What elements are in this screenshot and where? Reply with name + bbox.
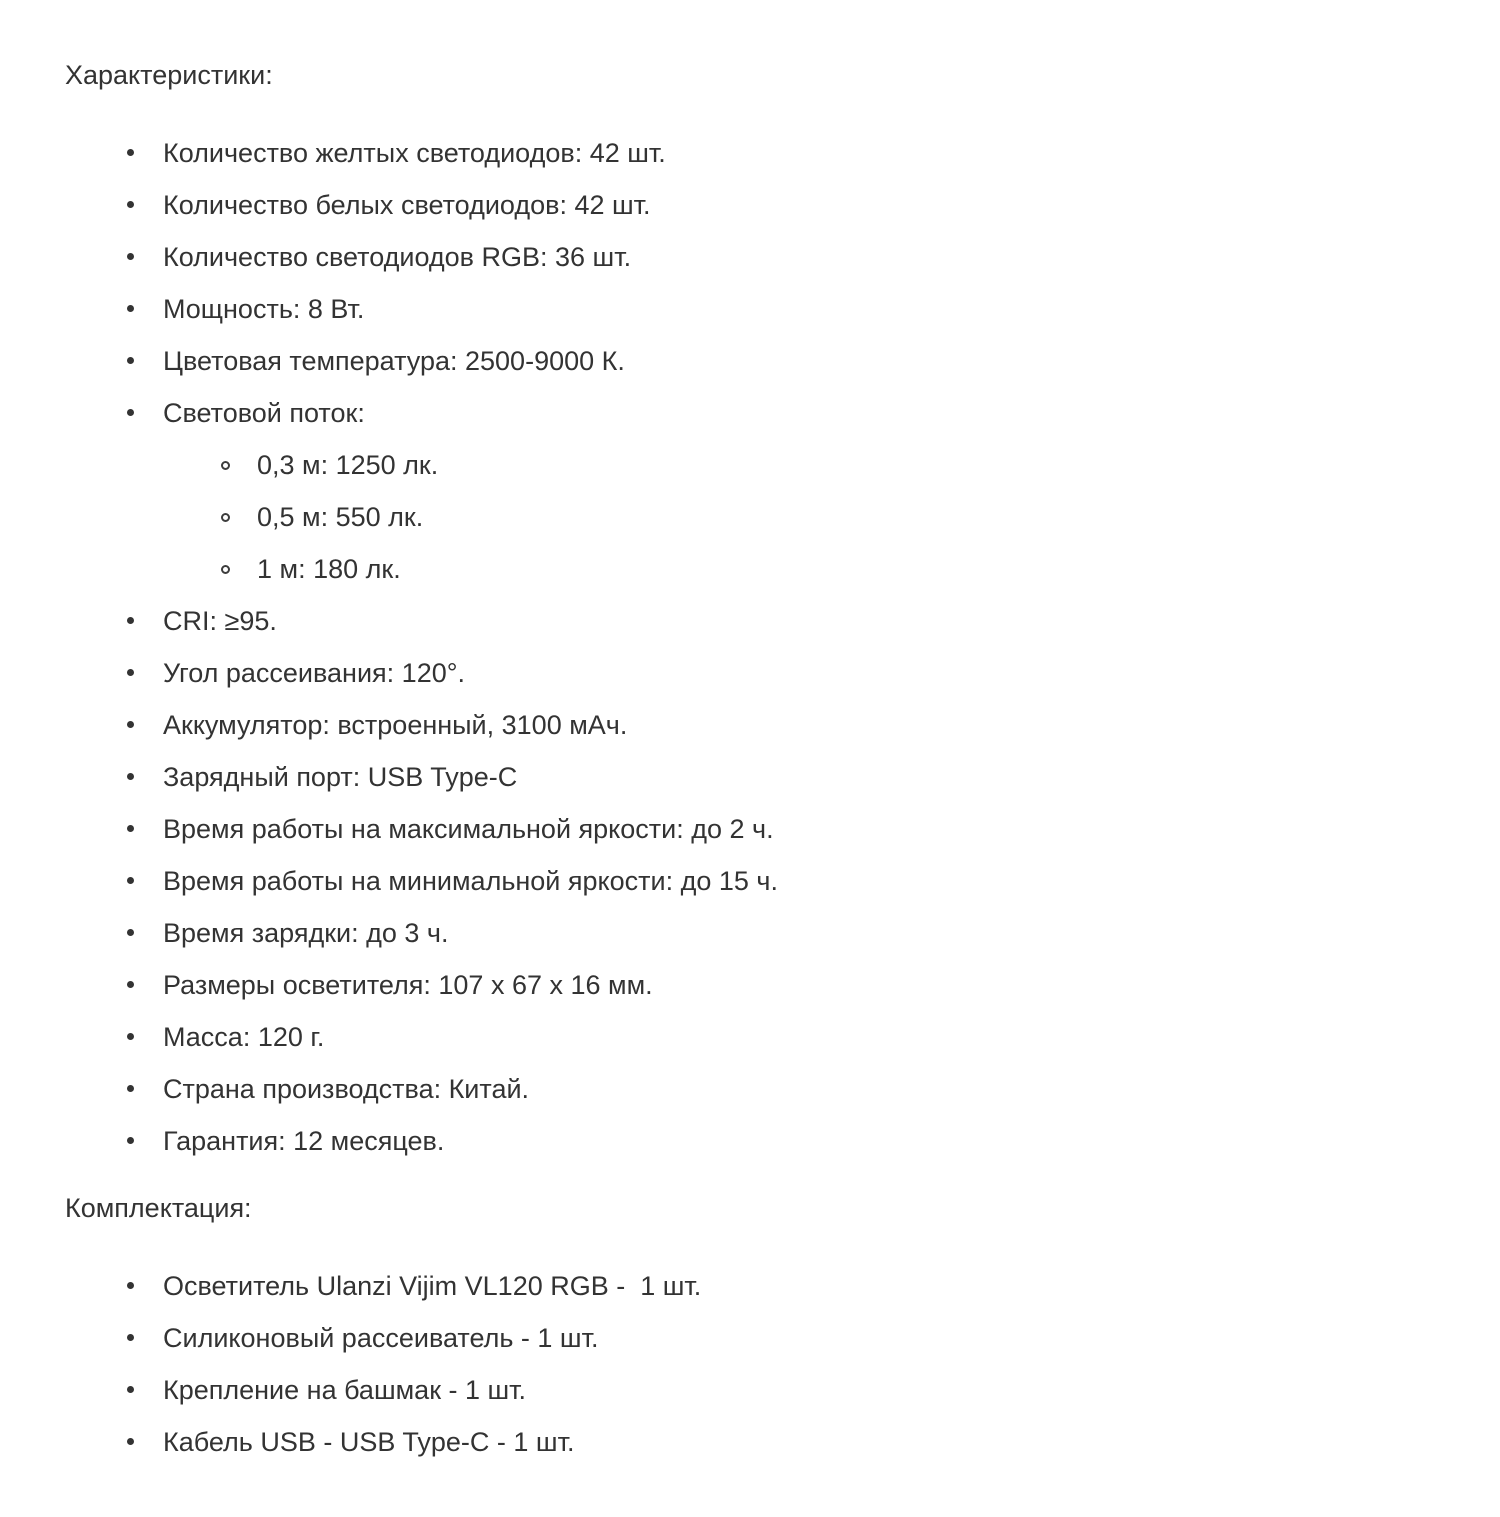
- list-item: [163, 604, 1440, 638]
- list-item-text: Зарядный порт: USB Type-C: [163, 762, 518, 792]
- list-item: [163, 864, 1440, 898]
- bullet-disc-icon: [127, 825, 134, 832]
- bullet-disc-icon: [127, 305, 134, 312]
- bullet-disc-icon: [127, 617, 134, 624]
- list-item: [163, 292, 1440, 326]
- bullet-disc-icon: [127, 1282, 134, 1289]
- sub-list: [163, 448, 1440, 586]
- list-item: [163, 1124, 1440, 1158]
- bullet-disc-icon: [127, 721, 134, 728]
- spec-list: [65, 1269, 1440, 1459]
- list-item: [163, 240, 1440, 274]
- list-item: [163, 1321, 1440, 1355]
- bullet-disc-icon: [127, 669, 134, 676]
- list-item-text: Страна производства: Китай.: [163, 1074, 530, 1104]
- bullet-circle-icon: [221, 513, 230, 522]
- list-item-text: Силиконовый рассеиватель - 1 шт.: [163, 1323, 599, 1353]
- list-item: [163, 916, 1440, 950]
- list-item-text: Количество светодиодов RGB: 36 шт.: [163, 242, 632, 272]
- bullet-disc-icon: [127, 877, 134, 884]
- bullet-disc-icon: [127, 149, 134, 156]
- spec-list: [65, 136, 1440, 1158]
- list-item: [163, 760, 1440, 794]
- list-item-text: Количество белых светодиодов: 42 шт.: [163, 190, 651, 220]
- list-item: [163, 968, 1440, 1002]
- bullet-disc-icon: [127, 357, 134, 364]
- list-item-text: Аккумулятор: встроенный, 3100 мАч.: [163, 710, 628, 740]
- bullet-circle-icon: [221, 565, 230, 574]
- list-item-text: Световой поток:: [163, 398, 365, 428]
- list-item: [163, 1020, 1440, 1054]
- list-item: [163, 344, 1440, 378]
- bullet-disc-icon: [127, 773, 134, 780]
- bullet-disc-icon: [127, 1386, 134, 1393]
- section-heading: Характеристики:: [65, 60, 273, 90]
- list-item-text: Гарантия: 12 месяцев.: [163, 1126, 445, 1156]
- list-item: [163, 136, 1440, 170]
- bullet-circle-icon: [221, 461, 230, 470]
- list-item: [163, 1425, 1440, 1459]
- list-item-text: Цветовая температура: 2500-9000 К.: [163, 346, 625, 376]
- bullet-disc-icon: [127, 929, 134, 936]
- bullet-disc-icon: [127, 1334, 134, 1341]
- list-item: [163, 188, 1440, 222]
- list-item-text: 0,3 м: 1250 лк.: [257, 450, 439, 480]
- list-item-text: Время зарядки: до 3 ч.: [163, 918, 449, 948]
- list-item-text: Угол рассеивания: 120°.: [163, 658, 466, 688]
- list-item-text: Крепление на башмак - 1 шт.: [163, 1375, 527, 1405]
- list-item-text: Размеры осветителя: 107 x 67 x 16 мм.: [163, 970, 653, 1000]
- bullet-disc-icon: [127, 1137, 134, 1144]
- list-item-text: Количество желтых светодиодов: 42 шт.: [163, 138, 666, 168]
- list-item: [163, 1269, 1440, 1303]
- list-item-text: Мощность: 8 Вт.: [163, 294, 365, 324]
- list-item: [163, 708, 1440, 742]
- list-item: [163, 812, 1440, 846]
- bullet-disc-icon: [127, 1085, 134, 1092]
- list-item-text: Осветитель Ulanzi Vijim VL120 RGB - 1 шт.: [163, 1271, 702, 1301]
- list-item: [163, 1373, 1440, 1407]
- bullet-disc-icon: [127, 981, 134, 988]
- list-item-text: CRI: ≥95.: [163, 606, 277, 636]
- list-item-text: Время работы на минимальной яркости: до 15 ч.: [163, 866, 778, 896]
- section-heading: Комплектация:: [65, 1193, 252, 1223]
- list-item-text: 1 м: 180 лк.: [257, 554, 401, 584]
- sub-list-item: [257, 448, 1440, 482]
- list-item-text: 0,5 м: 550 лк.: [257, 502, 424, 532]
- bullet-disc-icon: [127, 409, 134, 416]
- bullet-disc-icon: [127, 1438, 134, 1445]
- list-item: [163, 1072, 1440, 1106]
- list-item-text: Масса: 120 г.: [163, 1022, 325, 1052]
- list-item: [163, 396, 1440, 586]
- sub-list-item: [257, 552, 1440, 586]
- bullet-disc-icon: [127, 1033, 134, 1040]
- bullet-disc-icon: [127, 201, 134, 208]
- bullet-disc-icon: [127, 253, 134, 260]
- list-item: [163, 656, 1440, 690]
- list-item-text: Время работы на максимальной яркости: до 2 ч.: [163, 814, 774, 844]
- list-item-text: Кабель USB - USB Type-C - 1 шт.: [163, 1427, 575, 1457]
- sub-list-item: [257, 500, 1440, 534]
